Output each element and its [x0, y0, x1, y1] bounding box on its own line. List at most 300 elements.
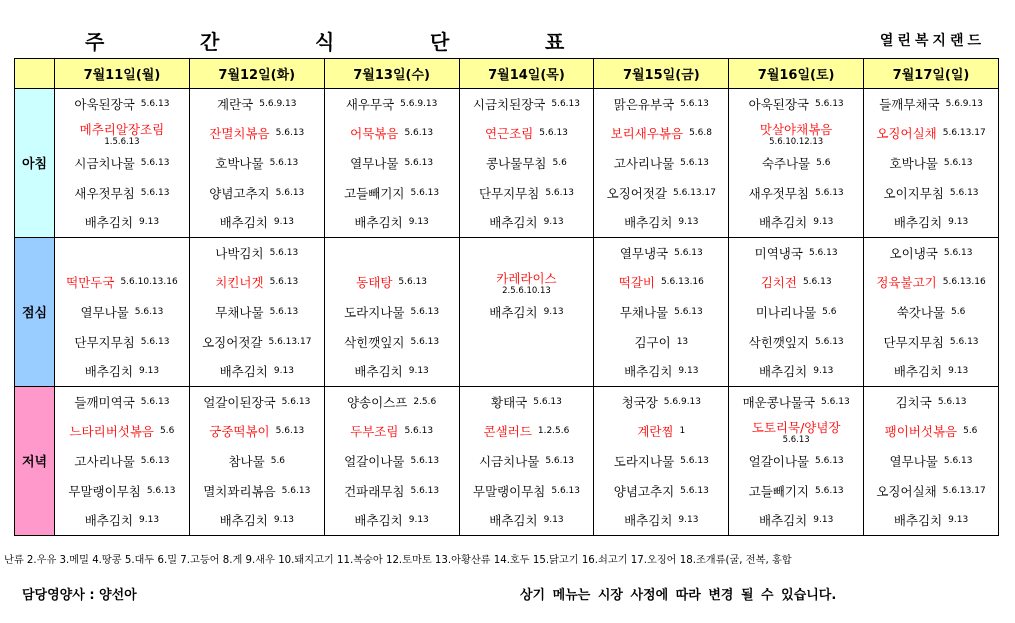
- menu-item: [190, 89, 324, 119]
- menu-item: [864, 119, 998, 149]
- menu-item: [325, 476, 459, 506]
- menu-item: [460, 89, 594, 119]
- menu-item: [55, 207, 189, 237]
- menu-cell: [324, 386, 459, 535]
- allergen-codes: 9.13: [139, 515, 160, 526]
- dish-name: 배추김치: [758, 513, 808, 529]
- menu-item: [190, 238, 324, 268]
- allergen-codes: 9.13: [813, 366, 834, 377]
- dish-name: 고사리나물: [613, 155, 675, 171]
- allergen-codes: 5.6: [270, 455, 286, 466]
- dish-name: 새우젓무침: [748, 185, 810, 201]
- allergen-codes: 9.13: [273, 366, 294, 377]
- menu-item: [729, 207, 863, 237]
- dish-name: 맑은유부국: [613, 96, 675, 112]
- dish-name: 배추김치: [758, 364, 808, 380]
- allergen-codes: 5.6.13.17: [673, 187, 716, 198]
- dish-name: 열무나물: [80, 304, 129, 320]
- menu-item: [190, 476, 324, 506]
- day-header: 7월14일(목): [459, 59, 594, 89]
- menu-item: [460, 327, 594, 357]
- menu-item: [864, 446, 998, 476]
- menu-item: [460, 297, 594, 327]
- allergen-codes: 5.6.13: [140, 187, 170, 198]
- allergen-codes: 5.6.10.12.13: [769, 136, 824, 147]
- allergen-codes: 1: [679, 426, 686, 437]
- menu-item: [460, 207, 594, 237]
- day-header: 7월16일(토): [729, 59, 864, 89]
- menu-item: [864, 89, 998, 119]
- title-char: 표: [545, 30, 565, 54]
- menu-item: [325, 297, 459, 327]
- allergen-codes: 5.6.13: [275, 187, 305, 198]
- menu-item: [190, 297, 324, 327]
- menu-item: [864, 387, 998, 417]
- menu-item: [729, 476, 863, 506]
- allergen-codes: 5.6.13: [680, 98, 709, 109]
- allergen-codes: 5.6.13: [140, 336, 170, 347]
- organization-name: 열린복지랜드: [879, 33, 985, 49]
- menu-cell: [55, 237, 190, 386]
- menu-item: [190, 178, 324, 208]
- dish-name: 정육불고기: [876, 275, 937, 291]
- dish-name: 배추김치: [489, 513, 538, 529]
- menu-cell: [189, 89, 324, 238]
- allergen-codes: 5.6.13: [269, 247, 299, 258]
- menu-cell: [864, 237, 999, 386]
- menu-item: [864, 505, 998, 535]
- menu-item: [325, 148, 459, 178]
- menu-item: [864, 356, 998, 386]
- allergen-codes: 5.6.13: [275, 128, 305, 139]
- menu-item: [55, 505, 189, 535]
- allergen-codes: 9.13: [948, 217, 969, 228]
- dish-name: 아욱된장국: [74, 96, 135, 112]
- allergen-codes: 1.2.5.6: [537, 426, 570, 437]
- menu-item: [594, 476, 728, 506]
- dish-name: 보리새우볶음: [610, 126, 684, 142]
- dish-name: 들깨미역국: [74, 394, 135, 410]
- menu-item: [729, 505, 863, 535]
- menu-item: [190, 505, 324, 535]
- menu-cell: [459, 237, 594, 386]
- allergen-codes: 5.6.13: [949, 187, 979, 198]
- day-header-row: [15, 59, 999, 89]
- menu-item: [55, 387, 189, 417]
- dish-name: 쑥갓나물: [896, 304, 946, 320]
- dish-name: 궁중떡볶이: [209, 424, 270, 440]
- menu-item: [190, 387, 324, 417]
- menu-item: [864, 297, 998, 327]
- dish-name: 느타리버섯볶음: [69, 424, 155, 440]
- menu-cell: [864, 89, 999, 238]
- dish-name: 시금치나물: [478, 453, 540, 469]
- meal-row: [15, 386, 999, 535]
- allergen-codes: 5.6.13.17: [942, 485, 986, 496]
- dish-name: 청국장: [621, 394, 658, 410]
- allergen-codes: 13: [676, 336, 689, 347]
- allergen-codes: 5.6: [951, 306, 966, 317]
- menu-item: [594, 119, 728, 149]
- allergen-codes: 5.6.13: [680, 455, 709, 466]
- menu-item: [594, 207, 728, 237]
- menu-item: [729, 327, 863, 357]
- dish-name: 배추김치: [354, 215, 403, 231]
- menu-item: [325, 356, 459, 386]
- menu-item: [55, 297, 189, 327]
- dish-name: 계란국: [217, 96, 254, 112]
- dish-name: 계란찜: [637, 424, 674, 440]
- dish-name: 시금치나물: [74, 155, 135, 171]
- menu-item: [325, 446, 459, 476]
- dish-name: 삭힌깻잎지: [748, 334, 810, 350]
- allergen-codes: 5.6.13: [269, 157, 299, 168]
- day-header: 7월13일(수): [324, 59, 459, 89]
- allergen-codes: 5.6.13: [545, 455, 574, 466]
- allergen-codes: 5.6.13: [269, 306, 299, 317]
- allergen-codes: 5.6.13: [410, 187, 440, 198]
- menu-item: [729, 89, 863, 119]
- title-char: 식: [315, 30, 335, 54]
- dish-name: 배추김치: [893, 215, 943, 231]
- dish-name: 무채나물: [619, 304, 669, 320]
- dish-name: 배추김치: [624, 364, 673, 380]
- dish-name: 단무지무침: [883, 334, 944, 350]
- menu-item: [460, 178, 594, 208]
- allergen-codes: 9.13: [678, 217, 699, 228]
- dish-name: 오징어젓갈: [606, 185, 668, 201]
- menu-item: [460, 446, 594, 476]
- allergen-codes: 9.13: [813, 515, 834, 526]
- allergen-codes: 9.13: [543, 217, 564, 228]
- dish-name: 배추김치: [219, 513, 268, 529]
- dish-name: 배추김치: [624, 513, 673, 529]
- allergen-codes: 9.13: [948, 515, 969, 526]
- menu-item: [594, 148, 728, 178]
- dish-name: 호박나물: [889, 155, 938, 171]
- allergen-codes: 5.6: [822, 306, 837, 317]
- dish-name: 무채나물: [215, 304, 264, 320]
- menu-cell: [729, 237, 864, 386]
- allergen-codes: 5.6: [552, 157, 567, 168]
- allergen-codes: 5.6.9.13: [945, 98, 983, 109]
- menu-item: [729, 387, 863, 417]
- allergen-codes: 5.6.9.13: [400, 98, 438, 109]
- allergen-codes: 5.6.13.17: [942, 128, 986, 139]
- menu-item: [190, 417, 324, 447]
- menu-item: [190, 268, 324, 298]
- dish-name: 김구이: [634, 334, 671, 350]
- allergen-codes: 5.6: [160, 426, 175, 437]
- allergen-codes: 5.6: [963, 426, 978, 437]
- dish-name: 황태국: [491, 394, 528, 410]
- menu-item: [729, 178, 863, 208]
- allergen-codes: 5.6.13: [539, 128, 568, 139]
- dish-name: 참나물: [228, 453, 265, 469]
- weekly-menu-table: [14, 58, 999, 536]
- dish-name: 배추김치: [84, 513, 134, 529]
- allergen-codes: 5.6.13: [943, 157, 973, 168]
- menu-item: [325, 417, 459, 447]
- allergen-codes: 5.6.13.16: [942, 277, 986, 288]
- dish-name: 배추김치: [489, 304, 538, 320]
- dish-name: 김치전: [760, 275, 797, 291]
- day-header: 7월17일(일): [864, 59, 999, 89]
- allergen-codes: 9.13: [543, 515, 564, 526]
- dish-name: 배추김치: [219, 215, 268, 231]
- allergen-codes: 5.6.13: [398, 277, 428, 288]
- menu-item: [460, 238, 594, 268]
- dish-name: 배추김치: [354, 513, 403, 529]
- allergen-codes: 5.6.13: [275, 426, 305, 437]
- allergen-codes: 5.6.13: [404, 426, 434, 437]
- dish-name: 오이냉국: [889, 245, 938, 261]
- menu-item: [864, 238, 998, 268]
- menu-cell: [324, 237, 459, 386]
- dish-name: 숙주나물: [761, 155, 811, 171]
- menu-item: [55, 89, 189, 119]
- dish-name: 삭힌깻잎지: [344, 334, 405, 350]
- day-header: 7월15일(금): [594, 59, 729, 89]
- allergen-codes: 5.6.13: [808, 247, 838, 258]
- allergen-codes: 5.6.13: [674, 247, 703, 258]
- allergen-codes: 9.13: [273, 217, 294, 228]
- menu-item: [729, 148, 863, 178]
- menu-item: [594, 178, 728, 208]
- menu-item: [325, 387, 459, 417]
- dish-name: 콘샐러드: [483, 424, 532, 440]
- menu-title: [60, 26, 620, 54]
- allergen-codes: 5.6.13: [551, 98, 580, 109]
- dish-name: 얼갈이나물: [748, 453, 810, 469]
- allergen-codes: 5.6.13: [533, 396, 562, 407]
- dish-name: 얼갈이된장국: [203, 394, 276, 410]
- day-header: 7월12일(화): [189, 59, 324, 89]
- menu-item: [594, 446, 728, 476]
- allergen-codes: 9.13: [273, 515, 294, 526]
- allergen-codes: 5.6.8: [689, 128, 712, 139]
- menu-cell: [864, 386, 999, 535]
- dish-name: 새우무국: [345, 96, 395, 112]
- menu-item: [325, 89, 459, 119]
- menu-item: [594, 268, 728, 298]
- menu-item: [55, 178, 189, 208]
- menu-item: [55, 356, 189, 386]
- allergen-codes: 5.6.13: [269, 277, 299, 288]
- allergen-codes: 9.13: [948, 366, 969, 377]
- menu-item: [55, 148, 189, 178]
- menu-change-notice: 상기 메뉴는 시장 사정에 따라 변경 될 수 있습니다.: [520, 588, 837, 603]
- dish-name: 오징어실채: [876, 126, 937, 142]
- allergen-codes: 5.6.13: [281, 485, 311, 496]
- menu-item: [729, 297, 863, 327]
- allergen-codes: 9.13: [813, 217, 834, 228]
- allergen-codes: 5.6.13: [410, 485, 440, 496]
- dish-name: 오징어실채: [876, 483, 937, 499]
- dish-name: 떡갈비: [618, 275, 655, 291]
- allergen-codes: 9.13: [678, 515, 699, 526]
- allergen-codes: 5.6.13: [943, 455, 973, 466]
- allergen-codes: 5.6.10.13.16: [120, 277, 178, 288]
- menu-item: [325, 505, 459, 535]
- allergen-codes: 5.6.13: [404, 128, 434, 139]
- allergen-codes: 5.6.13: [140, 455, 170, 466]
- dish-name: 열무나물: [889, 453, 938, 469]
- menu-item: [55, 327, 189, 357]
- allergen-codes: 5.6.13: [281, 396, 311, 407]
- title-char: 단: [430, 30, 450, 54]
- menu-item: [729, 417, 863, 447]
- dish-name: 새우젓무침: [74, 185, 135, 201]
- dish-name: 호박나물: [215, 155, 264, 171]
- menu-item: [864, 148, 998, 178]
- menu-item: [190, 148, 324, 178]
- dish-name: 떡만두국: [66, 275, 115, 291]
- dish-name: 잔멸치볶음: [209, 126, 270, 142]
- title-char: 간: [200, 30, 220, 54]
- allergen-codes: 5.6.9.13: [259, 98, 297, 109]
- allergen-codes: 9.13: [139, 366, 160, 377]
- allergen-codes: 2.5.6.10.13: [502, 285, 551, 296]
- allergen-codes: 5.6.13: [545, 187, 574, 198]
- dish-name: 배추김치: [893, 513, 943, 529]
- allergen-codes: 5.6.13: [140, 396, 170, 407]
- dish-name: 팽이버섯볶음: [884, 424, 958, 440]
- dish-name: 고들빼기지: [748, 483, 810, 499]
- allergen-codes: 5.6.13: [134, 306, 164, 317]
- dish-name: 단무지무침: [74, 334, 135, 350]
- dish-name: 열무냉국: [619, 245, 669, 261]
- dish-name: 매운콩나물국: [742, 394, 816, 410]
- menu-item: [325, 268, 459, 298]
- dish-name: 도라지나물: [344, 304, 405, 320]
- menu-item: [729, 268, 863, 298]
- menu-item: [325, 119, 459, 149]
- menu-cell: [189, 237, 324, 386]
- allergen-codes: 5.6.13: [410, 336, 440, 347]
- menu-item: [190, 119, 324, 149]
- menu-item: [55, 238, 189, 268]
- meal-label: 점심: [15, 237, 55, 386]
- allergen-codes: 5.6.13: [674, 306, 703, 317]
- allergen-codes: 5.6.13: [815, 98, 844, 109]
- allergen-codes: 5.6.13: [680, 157, 709, 168]
- menu-item: [594, 297, 728, 327]
- menu-item: [864, 327, 998, 357]
- dish-name: 고들빼기지: [344, 185, 405, 201]
- dish-name: 도토리묵/양념장: [751, 419, 841, 435]
- allergen-codes: 1.5.6.13: [104, 136, 140, 147]
- allergen-codes: 5.6: [816, 157, 831, 168]
- menu-item: [460, 417, 594, 447]
- dish-name: 메추리알장조림: [79, 121, 165, 137]
- meal-row: [15, 89, 999, 238]
- dish-name: 오이지무침: [883, 185, 944, 201]
- menu-cell: [729, 89, 864, 238]
- menu-item: [55, 417, 189, 447]
- menu-cell: [459, 89, 594, 238]
- dish-name: 오징어젓갈: [202, 334, 263, 350]
- menu-item: [864, 476, 998, 506]
- allergen-codes: 5.6.13: [949, 336, 979, 347]
- dish-name: 배추김치: [84, 215, 134, 231]
- menu-item: [325, 238, 459, 268]
- menu-item: [594, 238, 728, 268]
- dish-name: 도라지나물: [613, 453, 675, 469]
- menu-item: [190, 207, 324, 237]
- dish-name: 배추김치: [354, 364, 403, 380]
- menu-item: [594, 417, 728, 447]
- dish-name: 카레라이스: [496, 270, 557, 286]
- dish-name: 두부조림: [350, 424, 399, 440]
- menu-item: [460, 476, 594, 506]
- allergen-codes: 9.13: [408, 366, 429, 377]
- dish-name: 배추김치: [758, 215, 808, 231]
- allergen-codes: 5.6.13: [943, 247, 973, 258]
- dish-name: 시금치된장국: [472, 96, 546, 112]
- allergen-codes: 9.13: [678, 366, 699, 377]
- dish-name: 양념고추지: [209, 185, 270, 201]
- dish-name: 아욱된장국: [748, 96, 810, 112]
- menu-cell: [324, 89, 459, 238]
- menu-cell: [189, 386, 324, 535]
- allergen-codes: 5.6.13: [802, 277, 832, 288]
- menu-item: [594, 356, 728, 386]
- menu-item: [729, 238, 863, 268]
- menu-cell: [594, 89, 729, 238]
- meal-label: 아침: [15, 89, 55, 238]
- allergen-codes: 5.6.13: [815, 455, 844, 466]
- dish-name: 멸치꽈리볶음: [203, 483, 276, 499]
- dish-name: 미나리나물: [755, 304, 817, 320]
- menu-item: [325, 207, 459, 237]
- allergen-codes: 5.6.13.16: [660, 277, 704, 288]
- allergen-codes: 5.6.13: [410, 306, 440, 317]
- dish-name: 콩나물무침: [486, 155, 547, 171]
- dish-name: 들깨무채국: [879, 96, 940, 112]
- menu-item: [190, 356, 324, 386]
- menu-item: [55, 446, 189, 476]
- allergen-codes: 5.6.13: [140, 98, 170, 109]
- dish-name: 김치국: [895, 394, 932, 410]
- allergen-codes: 5.6.13: [404, 157, 434, 168]
- day-header: 7월11일(월): [55, 59, 190, 89]
- allergen-codes: 5.6.13: [551, 485, 580, 496]
- allergen-codes: 5.6.13: [821, 396, 850, 407]
- menu-item: [460, 505, 594, 535]
- menu-cell: [594, 386, 729, 535]
- menu-item: [55, 476, 189, 506]
- menu-item: [460, 119, 594, 149]
- menu-cell: [594, 237, 729, 386]
- menu-item: [55, 268, 189, 298]
- allergen-codes: 5.6.13: [782, 434, 810, 445]
- dish-name: 맛살야채볶음: [759, 121, 833, 137]
- menu-item: [460, 268, 594, 298]
- dish-name: 양송이스프: [346, 394, 408, 410]
- dish-name: 배추김치: [84, 364, 134, 380]
- allergen-codes: 5.6.13: [680, 485, 709, 496]
- dish-name: 나박김치: [215, 245, 264, 261]
- dish-name: 양념고추지: [613, 483, 675, 499]
- dish-name: 배추김치: [624, 215, 673, 231]
- menu-item: [864, 178, 998, 208]
- dish-name: 단무지무침: [478, 185, 540, 201]
- menu-item: [190, 446, 324, 476]
- menu-item: [594, 327, 728, 357]
- menu-item: [729, 119, 863, 149]
- dish-name: 고사리나물: [74, 453, 135, 469]
